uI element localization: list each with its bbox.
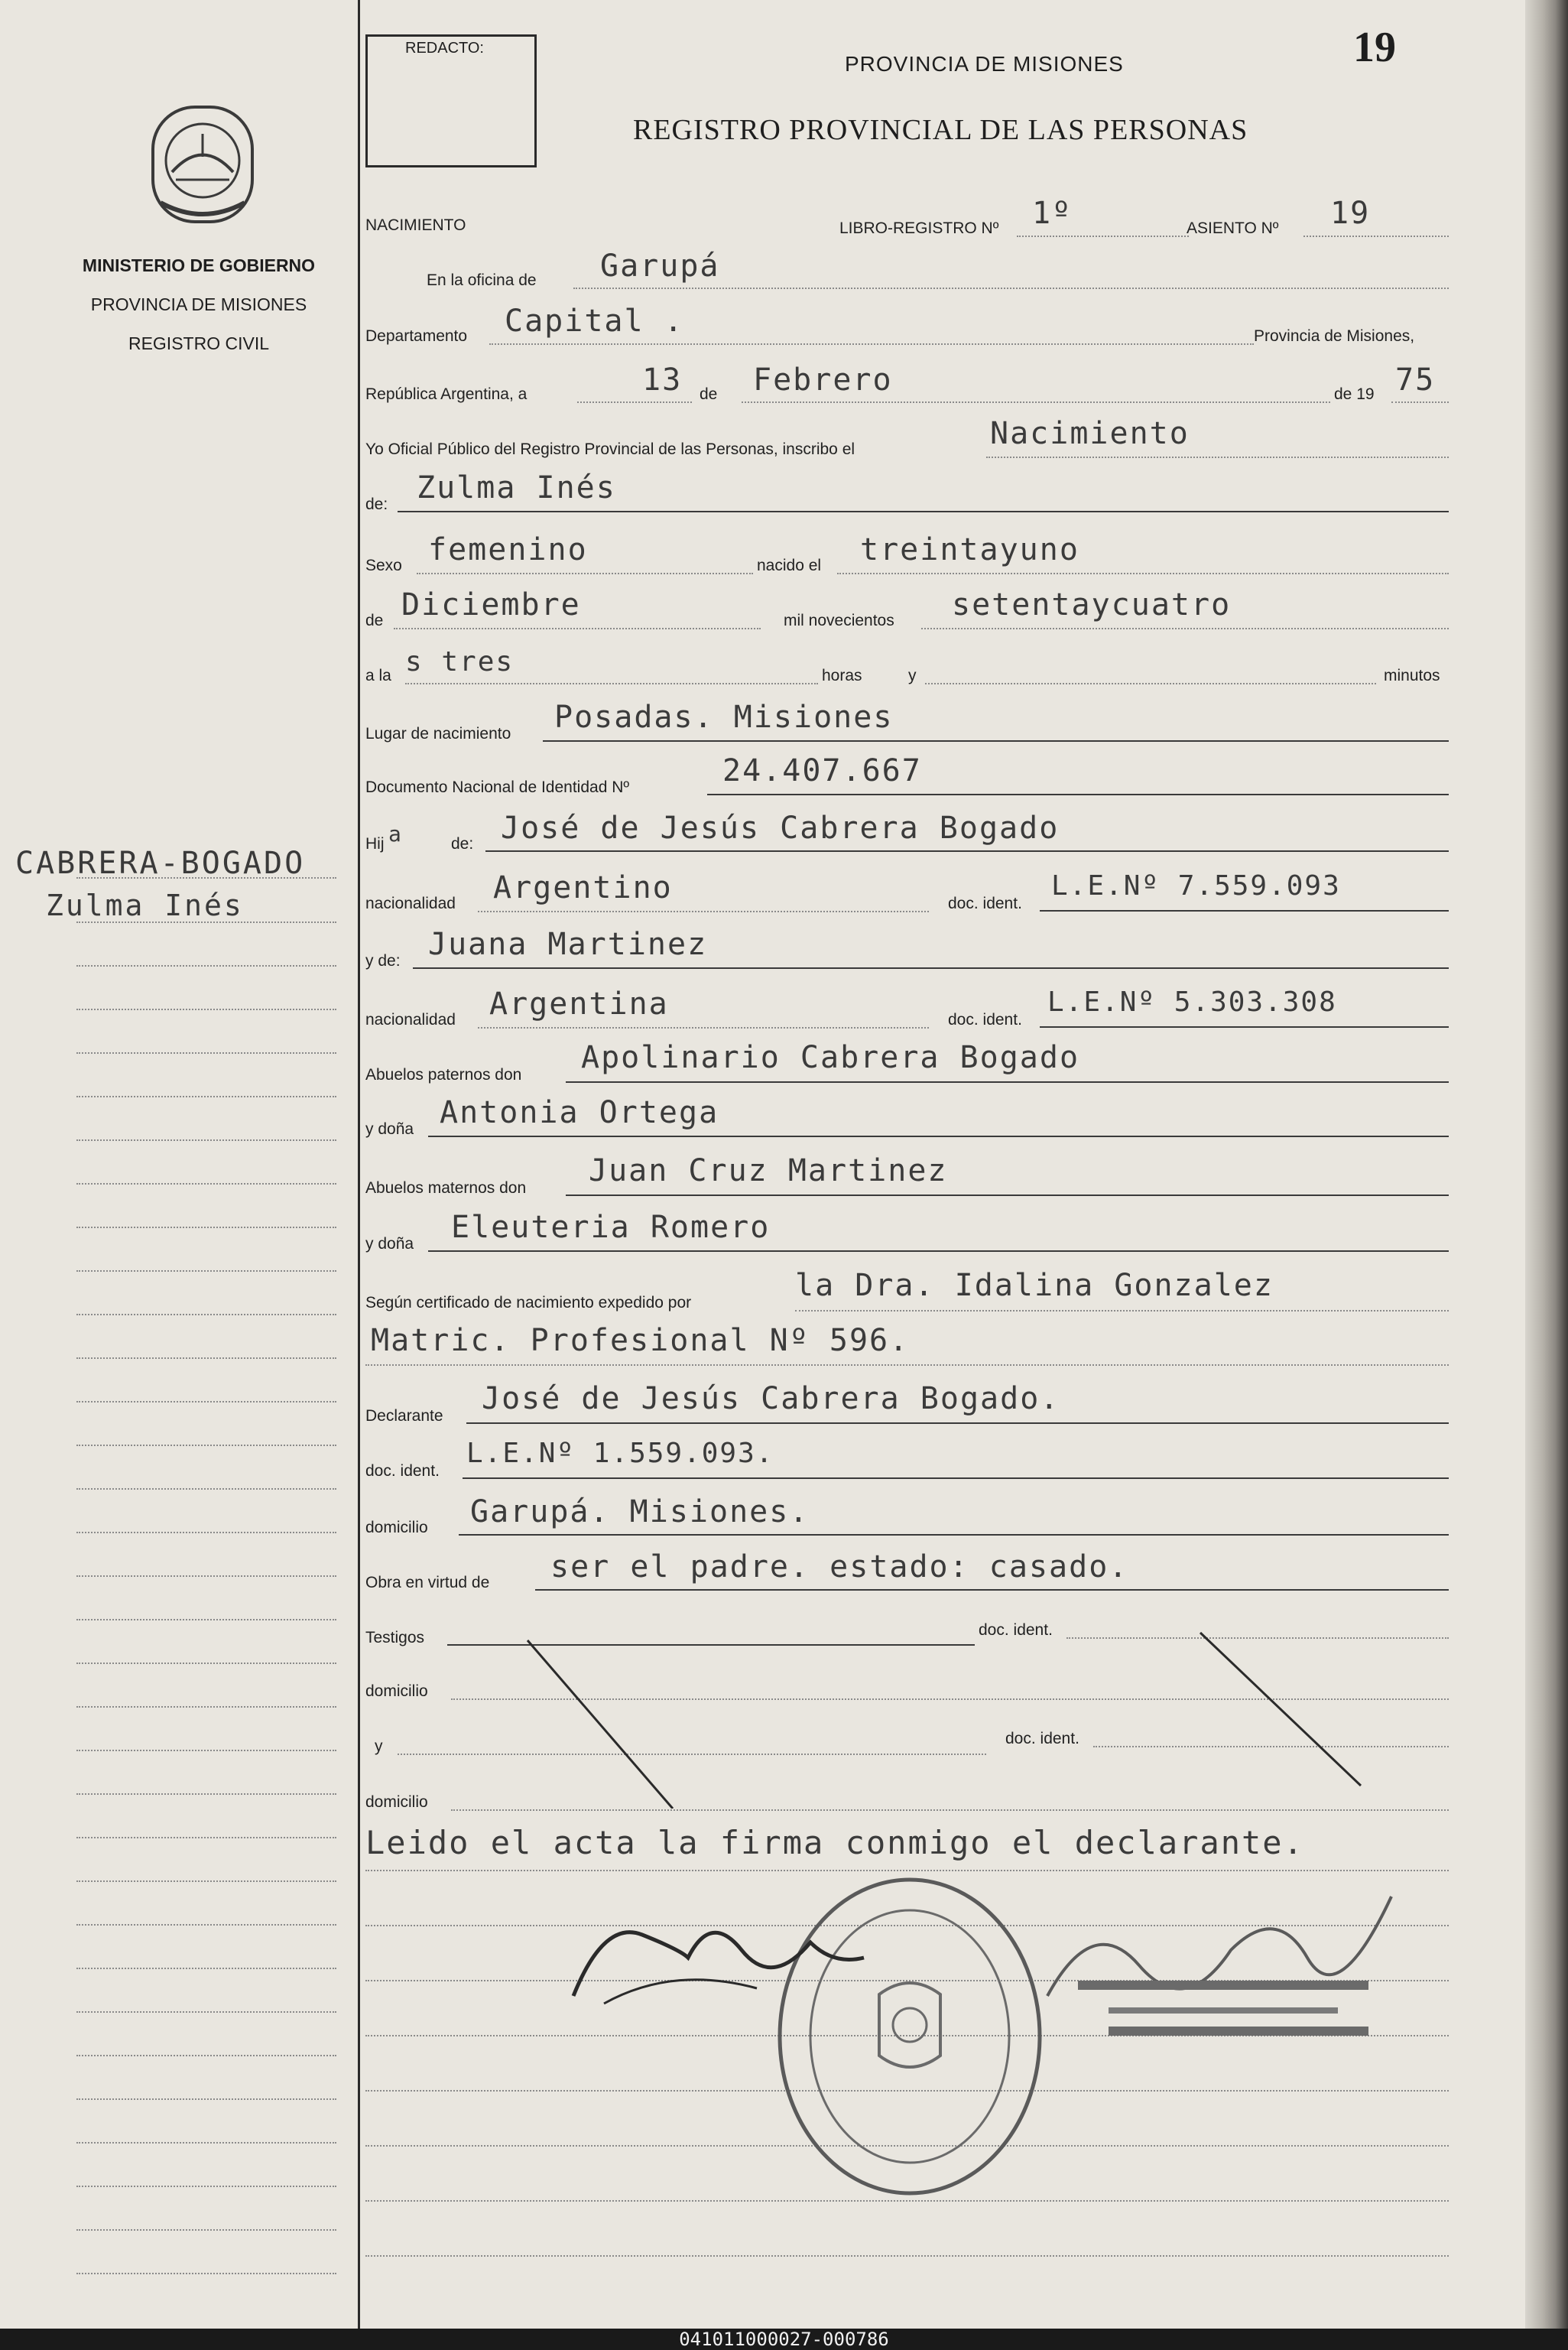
label-republica: República Argentina, a [365,385,528,403]
official-signature-icon [1032,1866,1445,2042]
label-nacionalidad-padre: nacionalidad [365,895,456,912]
label-oficial: Yo Oficial Público del Registro Provincial de las Personas, inscribo el [365,440,855,458]
ministry-block [46,246,352,363]
value-madre: Juana Martinez [428,927,708,962]
label-mil-novecientos: mil novecientos [784,612,894,629]
label-hij: Hij [365,835,385,853]
value-abuelo-materno: Juan Cruz Martinez [589,1153,948,1188]
value-lugar: Posadas. Misiones [554,700,894,735]
label-provincia-misiones: Provincia de Misiones, [1254,327,1415,345]
value-nac-madre: Argentina [489,986,669,1022]
value-segun: la Dra. Idalina Gonzalez [795,1268,1274,1303]
archive-code-bar: 041011000027-000786 [0,2329,1568,2350]
label-oficina: En la oficina de [427,271,537,289]
registry-title: REGISTRO PROVINCIAL DE LAS PERSONAS [633,114,1248,146]
label-libro: LIBRO-REGISTRO Nº [839,219,999,237]
label-de-nombre: de: [365,496,388,513]
label-doc-ident-declarante: doc. ident. [365,1462,440,1480]
label-a-la: a la [365,667,391,684]
page-number: 19 [1353,24,1396,71]
label-segun: Según certificado de nacimiento expedido por [365,1294,692,1312]
label-y: y [908,667,917,684]
ministry-province: PROVINCIA DE MISIONES [90,294,307,314]
value-abuelo-paterno: Apolinario Cabrera Bogado [581,1040,1080,1075]
value-hora: s tres [405,646,515,678]
label-lugar: Lugar de nacimiento [365,725,511,743]
label-nacionalidad-madre: nacionalidad [365,1011,456,1029]
label-asiento: ASIENTO Nº [1187,219,1279,237]
value-hij-suffix: a [388,821,403,847]
label-documento: Documento Nacional de Identidad Nº [365,778,630,796]
label-horas: horas [822,667,862,684]
label-y-dona-materna: y doña [365,1235,414,1253]
label-de: de [700,385,718,403]
label-y-dona-paterna: y doña [365,1120,414,1138]
value-doc-declarante: L.E.Nº 1.559.093. [466,1438,774,1469]
label-declarante: Declarante [365,1407,443,1425]
label-sexo: Sexo [365,557,402,574]
value-mes-nac: Diciembre [401,587,581,622]
value-segun-2: Matric. Profesional Nº 596. [371,1323,910,1358]
value-dni: 24.407.667 [722,753,922,788]
label-departamento: Departamento [365,327,468,345]
label-abuelos-paternos: Abuelos paternos don [365,1066,522,1084]
label-nacido-el: nacido el [757,557,822,574]
label-domicilio-testigo-1: domicilio [365,1682,428,1700]
value-mes: Febrero [753,362,893,398]
label-domicilio: domicilio [365,1519,428,1536]
value-oficina: Garupá [600,249,720,284]
value-nac-padre: Argentino [493,870,673,905]
label-domicilio-testigo-2: domicilio [365,1793,428,1811]
label-doc-ident-testigo-1: doc. ident. [979,1621,1053,1639]
value-anio: 75 [1395,362,1436,398]
label-obra: Obra en virtud de [365,1574,490,1591]
value-declarante: José de Jesús Cabrera Bogado. [482,1381,1060,1416]
value-domicilio: Garupá. Misiones. [470,1494,810,1529]
value-nacido-el: treintayuno [860,532,1079,567]
label-doc-ident-padre: doc. ident. [948,895,1022,912]
value-padre: José de Jesús Cabrera Bogado [501,811,1060,846]
label-minutos: minutos [1384,667,1440,684]
label-de-mes: de [365,612,384,629]
value-libro: 1º [1032,196,1073,231]
margin-given-name: Zulma Inés [46,889,244,922]
panel-divider [358,0,360,2329]
label-de-19: de 19 [1334,385,1375,403]
province-seal-icon [145,103,260,226]
value-abuela-paterna: Antonia Ortega [440,1095,719,1130]
label-abuelos-maternos: Abuelos maternos don [365,1179,527,1197]
value-sexo: femenino [428,532,588,567]
page-edge [1525,0,1568,2329]
province-heading: PROVINCIA DE MISIONES [845,52,1124,76]
value-doc-madre: L.E.Nº 5.303.308 [1047,986,1337,1018]
value-anio-nac: setentaycuatro [952,587,1232,622]
label-nacimiento: NACIMIENTO [365,216,466,234]
value-acto: Nacimiento [990,416,1190,451]
declarant-signature-icon [558,1889,879,2019]
ministry-registry: REGISTRO CIVIL [128,333,270,353]
witness-cancel-strokes [443,1625,1453,1809]
label-y-testigo: y [375,1737,383,1755]
ministry-title: MINISTERIO DE GOBIERNO [82,255,316,275]
value-dia: 13 [642,362,683,398]
value-asiento: 19 [1330,196,1371,231]
label-testigos: Testigos [365,1629,425,1646]
value-abuela-materna: Eleuteria Romero [451,1210,771,1245]
redacto-label: REDACTO: [405,40,484,57]
value-obra: ser el padre. estado: casado. [550,1549,1129,1585]
value-nombre: Zulma Inés [417,470,616,505]
margin-surname: CABRERA-BOGADO [15,846,306,881]
label-doc-ident-madre: doc. ident. [948,1011,1022,1029]
value-departamento: Capital . [505,304,684,339]
value-doc-padre: L.E.Nº 7.559.093 [1051,870,1341,902]
label-de-hij: de: [451,835,474,853]
label-doc-ident-testigo-2: doc. ident. [1005,1730,1079,1747]
label-y-de: y de: [365,952,401,970]
value-leido: Leido el acta la firma conmigo el declarante. [365,1824,1304,1861]
